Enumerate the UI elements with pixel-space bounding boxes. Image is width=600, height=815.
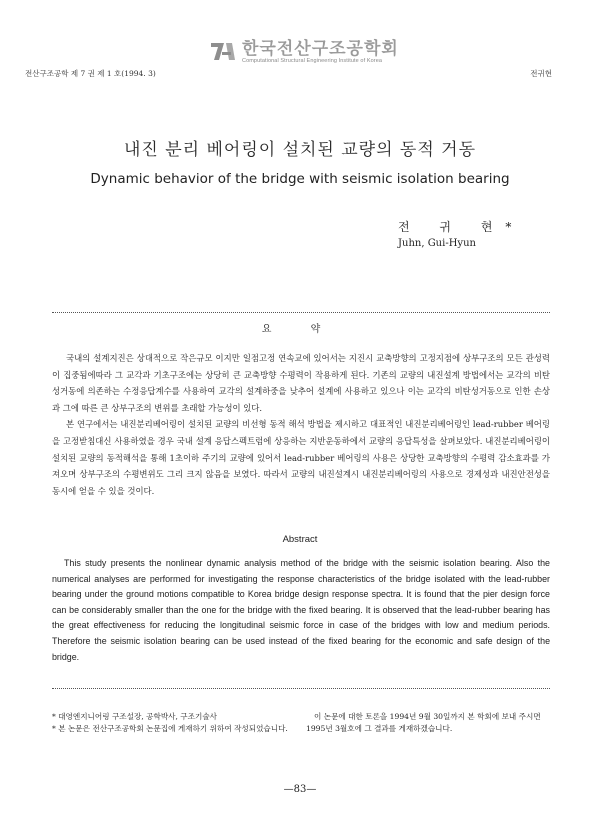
journal-citation: 전산구조공학 제 7 권 제 1 호(1994. 3) xyxy=(25,69,156,78)
footnote-submission: * 본 논문은 전산구조공학회 논문집에 게재하기 위하여 작성되었습니다. xyxy=(52,724,288,733)
abstract-body xyxy=(52,556,550,665)
discussion-note: 이 논문에 대한 토론을 1994년 9월 30일까지 본 학회에 보내 주시면 1995년 3월호에 그 결과를 게재하겠습니다. xyxy=(306,712,541,733)
divider-top xyxy=(52,312,550,313)
running-author: 전귀현 xyxy=(530,69,552,78)
author-footnotes xyxy=(52,711,290,735)
society-english-name: Computational Structural Engineering Institute of Korea xyxy=(242,58,383,64)
page-number: —83— xyxy=(283,784,317,795)
summary-paragraph: 국내의 설계지진은 상대적으로 작은규모 이지만 일점고정 연속교에 있어서는 지진시 교축방향의 고정지점에 상부구조의 모든 관성력이 집중됨에따라 그 교각과 기초구조에는 상당히 큰 교축방향 수평력이 작용하게 된다. 기존의 교량의 내진설계 방법에서는 교각의 비탄성거동에 의존하는 수정응답계수를 사용하여 교각의 설계하중을 낮추어 설계에 사용하고 있으나 이는 교각의 비탄성거동으로 인한 손상과 그에 따른 큰 상부구조의 변위를 초래할 가능성이 있다. xyxy=(52,353,550,413)
divider-bottom xyxy=(52,688,550,689)
author-name-english: Juhn, Gui-Hyun xyxy=(398,238,476,249)
summary-paragraph: 본 연구에서는 내진분리베어링이 설치된 교량의 비선형 동적 해석 방법을 제시하고 대표적인 내진분리베어링인 lead-rubber 베어링을 고정받침대신 사용하였을 경우 국내 설계 응답스펙트럼에 상응하는 지반운동하에서 교량의 응답특성을 살펴보았다. 내진분리베어링이 설치된 교량의 동적해석을 통해 1초이하 주기의 교량에 있어서 lead-rubber 베어링의 사용은 상당한 교축방향의 수평력 감소효과를 가져오며 상부구조의 수평변위도 그리 크지 않음을 보였다. 따라서 교량의 내진설계시 내진분리베어링의 사용으로 경제성과 내진안전성을 동시에 얻을 수 있을 것이다. xyxy=(52,419,551,496)
society-name: 한국전산구조공학회 xyxy=(242,39,399,59)
summary-body xyxy=(52,350,550,499)
paper-title-korean: 내진 분리 베어링이 설치된 교량의 동적 거동 xyxy=(123,140,477,160)
paper-title-english: Dynamic behavior of the bridge with seismic isolation bearing xyxy=(90,171,510,187)
abstract-heading: Abstract xyxy=(282,534,318,545)
author-name-korean: 전 귀 현* xyxy=(398,220,525,234)
footnote-affiliation: * 대영엔지니어링 구조설장, 공학박사, 구조기술사 xyxy=(52,712,217,721)
society-logo xyxy=(210,40,399,65)
summary-heading: 요 약 xyxy=(261,324,339,335)
abstract-paragraph: This study presents the nonlinear dynamic analysis method of the bridge with the seismic isolation bearing. Also the numerical analyses are performed for investigating the response characteristics of the bridge isolated with the lead-rubber bearing under the ground motions compatible to Korea bridge design response spectra. It is found that the pier design force can be considerably smaller than the one for the bridge with the fixed bearing. It is observed that the lead-rubber bearing has the great effectiveness for reducing the longitudinal seismic force in case of the bridges with low and medium periods. Therefore the seismic isolation bearing can be used instead of the fixed bearing for the economic and safe design of the bridge. xyxy=(52,558,550,662)
society-emblem-icon xyxy=(210,40,236,62)
